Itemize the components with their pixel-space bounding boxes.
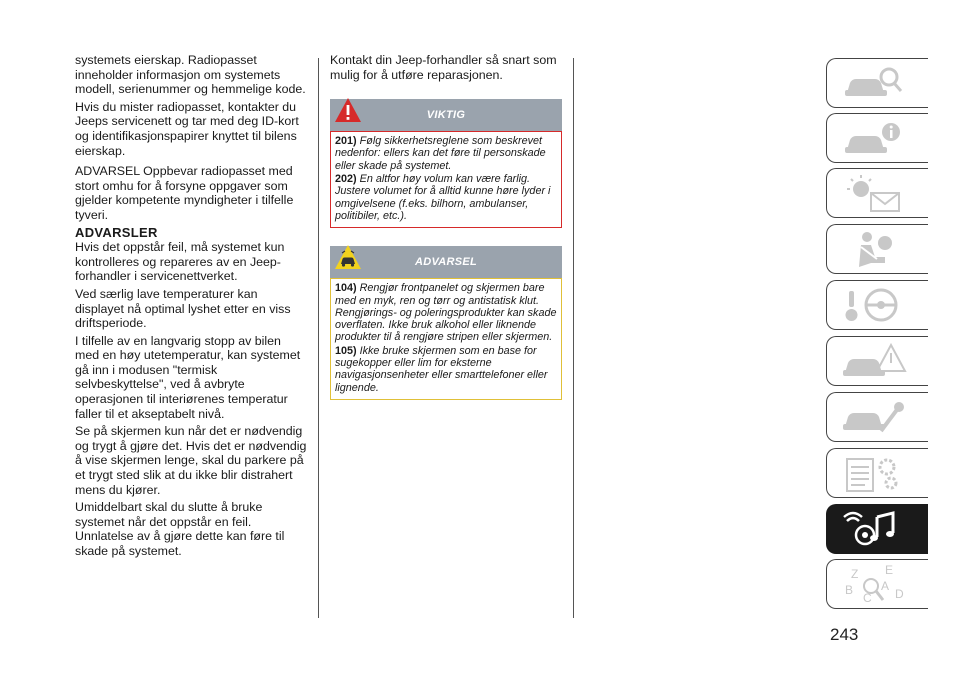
note-text: Ikke bruke skjermen som en base for sugekopper eller lim for eksterne navigasjonsenheter eller smarttelefoner eller lignende.	[335, 344, 548, 394]
column-divider	[318, 58, 319, 618]
maintenance-wrench-icon	[841, 397, 911, 439]
chapter-tab-safety[interactable]	[826, 224, 928, 274]
car-info-icon	[841, 118, 911, 160]
steering-wheel-icon	[841, 285, 911, 327]
chapter-tab-multimedia[interactable]	[826, 504, 928, 554]
paragraph: Se på skjermen kun når det er nødvendig og trygt å gjøre det. Hvis det er nødvendig å vise skjermen lenge, skal du parkere på et trygt sted slik at du ikke blir distrahert mens du kjører.	[75, 424, 307, 497]
left-column	[75, 53, 307, 562]
note-number: 202)	[335, 173, 357, 186]
paragraph: systemets eierskap. Radiopasset inneholder informasjon om systemets modell, serienummer og hemmelige kode.	[75, 53, 306, 97]
viktig-section	[330, 99, 562, 228]
paragraph: Kontakt din Jeep-forhandler så snart som mulig for å utføre reparasjonen.	[330, 53, 557, 82]
specs-gear-icon	[841, 453, 911, 495]
note-number: 201)	[335, 135, 357, 148]
note-text: Rengjør frontpanelet og skjermen bare med en myk, ren og tørr og antistatisk klut. Rengjørings- og poleringsprodukter kan skade overflaten. Ikke bruk alkohol eller liknende produkter til å rengjøre stripen eller skjermen.	[335, 282, 557, 344]
paragraph: Ved særlig lave temperaturer kan displayet nå optimal lyshet etter en viss driftsperiode.	[75, 286, 291, 331]
car-search-icon	[841, 63, 911, 105]
note-item	[335, 173, 557, 222]
note-number: 104)	[335, 282, 357, 295]
advarsel-section	[330, 246, 562, 400]
airbag-seat-icon	[841, 229, 911, 271]
index-alphabet-icon	[841, 564, 911, 606]
warning-lights-mail-icon	[841, 173, 911, 215]
index-letter: A	[881, 579, 890, 593]
chapter-tab-specs[interactable]	[826, 448, 928, 498]
advarsel-header	[330, 246, 562, 278]
note-item	[335, 282, 557, 343]
index-letter: E	[885, 564, 894, 577]
note-item	[335, 345, 557, 394]
paragraph: I tilfelle av en langvarig stopp av bilen med en høy utetemperatur, kan systemet gå inn i modusen "termisk selvbeskyttelse", ved å avbryte operasjonen til interiørenes temperatur faller til et akseptabelt nivå.	[75, 333, 301, 421]
car-breakdown-icon	[841, 341, 911, 383]
chapter-tab-car-search[interactable]	[826, 58, 928, 108]
section-heading: ADVARSLER	[75, 224, 158, 240]
chapter-tab-driving[interactable]	[826, 280, 928, 330]
column-divider	[573, 58, 574, 618]
viktig-box	[330, 131, 562, 228]
note-number: 105)	[335, 344, 357, 357]
viktig-header	[330, 99, 562, 131]
index-letter: D	[895, 587, 904, 601]
chapter-tab-warning-lights[interactable]	[826, 168, 928, 218]
index-letter: B	[845, 583, 854, 597]
paragraph: Umiddelbart skal du slutte å bruke systemet når det oppstår en feil. Unnlatelse av å gjøre dette kan føre til skade på systemet.	[75, 500, 285, 558]
paragraph: Hvis du mister radiopasset, kontakter du Jeeps servicenett og tar med deg ID-kort og identifikasjonspapirer knyttet til bilens eierskap.	[75, 99, 299, 158]
index-letter: C	[863, 591, 872, 605]
chapter-tab-car-info[interactable]	[826, 113, 928, 163]
advarsel-box	[330, 278, 562, 400]
note-text: En altfor høy volum kan være farlig. Justere volumet for å alltid kunne høre lyder i omgivelsene (f.eks. bilhorn, ambulanser, politibiler, etc.).	[335, 173, 551, 222]
paragraph: Hvis det oppstår feil, må systemet kun kontrolleres og repareres av en Jeep-forhandler i servicenettverket.	[75, 240, 285, 284]
note-text: Følg sikkerhetsreglene som beskrevet nedenfor: ellers kan det føre til personskade eller skade på systemet.	[335, 135, 546, 172]
index-letter: Z	[851, 567, 859, 581]
chapter-tab-emergency[interactable]	[826, 336, 928, 386]
advarsel-title: ADVARSEL	[414, 256, 478, 269]
viktig-title: VIKTIG	[426, 109, 466, 122]
right-column	[330, 53, 562, 400]
paragraph: ADVARSEL Oppbevar radiopasset med stort omhu for å forsyne oppgaver som gjelder kompetente myndigheter i tilfelle tyveri.	[75, 164, 294, 222]
multimedia-music-icon	[841, 509, 911, 551]
note-item	[335, 135, 557, 172]
chapter-tab-maintenance[interactable]	[826, 392, 928, 442]
chapter-tab-index[interactable]	[826, 559, 928, 609]
page-number: 243	[830, 625, 859, 644]
